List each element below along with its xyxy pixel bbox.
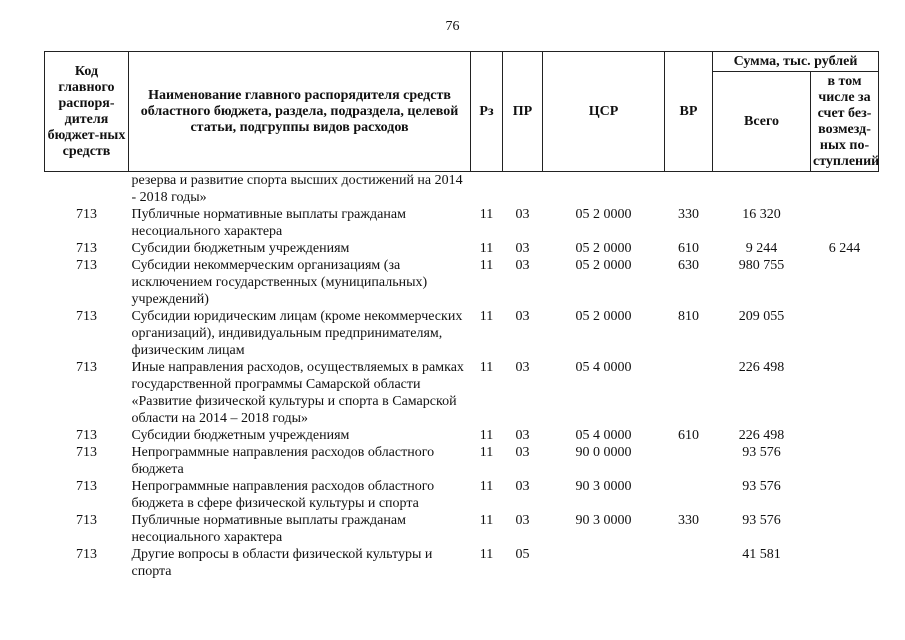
cell-code: 713 (76, 258, 97, 273)
cell-code (45, 172, 129, 207)
cell-gratis (811, 546, 879, 580)
cell-code: 713 (76, 207, 97, 222)
budget-table (44, 51, 879, 580)
cell-pr: 03 (515, 309, 530, 324)
cell-csr: 90 0 0000 (575, 445, 632, 460)
cell-code: 713 (76, 445, 97, 460)
cell-total: 93 576 (742, 513, 781, 528)
cell-total: 980 755 (738, 258, 785, 273)
cell-csr: 05 2 0000 (575, 309, 632, 324)
table-row (45, 478, 879, 512)
table-header (45, 52, 879, 172)
cell-rz (471, 172, 503, 207)
cell-rz: 11 (479, 445, 494, 460)
cell-pr: 03 (515, 479, 530, 494)
cell-name: Иные направления расходов, осуществляемых в рамках государственной программы Самарской области «Развитие физической культуры и спорта в Самарской области на 2014 – 2018 годы» (131, 360, 464, 426)
cell-rz: 11 (479, 207, 494, 222)
cell-code: 713 (76, 360, 97, 375)
header-pr: ПР (503, 52, 543, 172)
cell-code: 713 (76, 241, 97, 256)
table-row (45, 172, 879, 207)
table-row (45, 240, 879, 257)
cell-code: 713 (76, 309, 97, 324)
cell-total: 226 498 (738, 428, 785, 443)
cell-name: Субсидии бюджетным учреждениям (131, 428, 350, 443)
cell-gratis (811, 478, 879, 512)
cell-name: Другие вопросы в области физической культуры и спорта (131, 547, 433, 579)
cell-csr: 05 2 0000 (575, 207, 632, 222)
header-name: Наименование главного распорядителя средств областного бюджета, раздела, подраздела, целевой статьи, подгруппы видов расходов (129, 52, 471, 172)
cell-gratis (811, 359, 879, 427)
cell-code: 713 (76, 547, 97, 562)
header-code: Код главного распоря-дителя бюджет-ных средств (45, 52, 129, 172)
cell-csr: 90 3 0000 (575, 513, 632, 528)
header-sum: Сумма, тыс. рублей (713, 52, 879, 72)
table-row (45, 546, 879, 580)
cell-total (713, 172, 811, 207)
cell-name: Субсидии юридическим лицам (кроме некоммерческих организаций), индивидуальным предпринимателям, физическим лицам (131, 309, 463, 358)
cell-pr: 03 (515, 258, 530, 273)
header-vr: ВР (665, 52, 713, 172)
cell-pr: 05 (515, 547, 530, 562)
page-number: 76 (445, 19, 460, 34)
cell-pr: 03 (515, 207, 530, 222)
cell-code: 713 (76, 513, 97, 528)
cell-name: резерва и развитие спорта высших достижений на 2014 - 2018 годы» (131, 173, 463, 205)
header-rz: Рз (471, 52, 503, 172)
cell-vr (665, 478, 713, 512)
cell-csr: 05 2 0000 (575, 258, 632, 273)
cell-name: Публичные нормативные выплаты гражданам несоциального характера (131, 207, 406, 239)
table-row (45, 308, 879, 359)
cell-total: 16 320 (742, 207, 781, 222)
header-csr: ЦСР (543, 52, 665, 172)
cell-csr: 05 4 0000 (575, 360, 632, 375)
cell-total: 93 576 (742, 445, 781, 460)
table-row (45, 206, 879, 240)
cell-pr: 03 (515, 513, 530, 528)
cell-code: 713 (76, 479, 97, 494)
cell-vr (665, 172, 713, 207)
cell-csr (543, 172, 665, 207)
cell-gratis (811, 444, 879, 478)
table-row (45, 512, 879, 546)
cell-vr: 330 (678, 207, 699, 222)
cell-csr: 05 2 0000 (575, 241, 632, 256)
cell-pr (503, 172, 543, 207)
table-row (45, 257, 879, 308)
cell-name: Субсидии некоммерческим организациям (за исключением государственных (муниципальных) учреждений) (131, 258, 428, 307)
cell-pr: 03 (515, 360, 530, 375)
cell-rz: 11 (479, 309, 494, 324)
table-row (45, 444, 879, 478)
cell-gratis: 6 244 (828, 241, 861, 256)
cell-vr: 810 (678, 309, 699, 324)
cell-gratis (811, 308, 879, 359)
cell-rz: 11 (479, 428, 494, 443)
cell-name: Непрограммные направления расходов областного бюджета в сфере физической культуры и спорта (131, 479, 435, 511)
cell-gratis (811, 512, 879, 546)
cell-gratis (811, 427, 879, 444)
cell-vr: 330 (678, 513, 699, 528)
cell-total: 226 498 (738, 360, 785, 375)
cell-name: Субсидии бюджетным учреждениям (131, 241, 350, 256)
cell-vr (665, 444, 713, 478)
cell-vr (665, 546, 713, 580)
cell-csr (543, 546, 665, 580)
cell-rz: 11 (479, 258, 494, 273)
cell-rz: 11 (479, 241, 494, 256)
table-row (45, 427, 879, 444)
cell-gratis (811, 172, 879, 207)
cell-name: Непрограммные направления расходов областного бюджета (131, 445, 435, 477)
cell-rz: 11 (479, 513, 494, 528)
table-row (45, 359, 879, 427)
table-body (45, 172, 879, 581)
cell-vr (665, 359, 713, 427)
cell-pr: 03 (515, 428, 530, 443)
cell-vr: 610 (678, 428, 699, 443)
cell-rz: 11 (479, 360, 494, 375)
cell-pr: 03 (515, 241, 530, 256)
cell-rz: 11 (479, 547, 494, 562)
cell-vr: 610 (678, 241, 699, 256)
cell-total: 93 576 (742, 479, 781, 494)
cell-total: 9 244 (745, 241, 778, 256)
cell-total: 41 581 (742, 547, 781, 562)
cell-gratis (811, 206, 879, 240)
cell-pr: 03 (515, 445, 530, 460)
cell-total: 209 055 (738, 309, 785, 324)
cell-gratis (811, 257, 879, 308)
cell-code: 713 (76, 428, 97, 443)
cell-csr: 05 4 0000 (575, 428, 632, 443)
cell-csr: 90 3 0000 (575, 479, 632, 494)
header-total: Всего (713, 72, 811, 172)
cell-name: Публичные нормативные выплаты гражданам несоциального характера (131, 513, 406, 545)
cell-vr: 630 (678, 258, 699, 273)
header-gratis: в том числе за счет без-возмезд-ных по-ступлений (811, 72, 879, 172)
cell-rz: 11 (479, 479, 494, 494)
